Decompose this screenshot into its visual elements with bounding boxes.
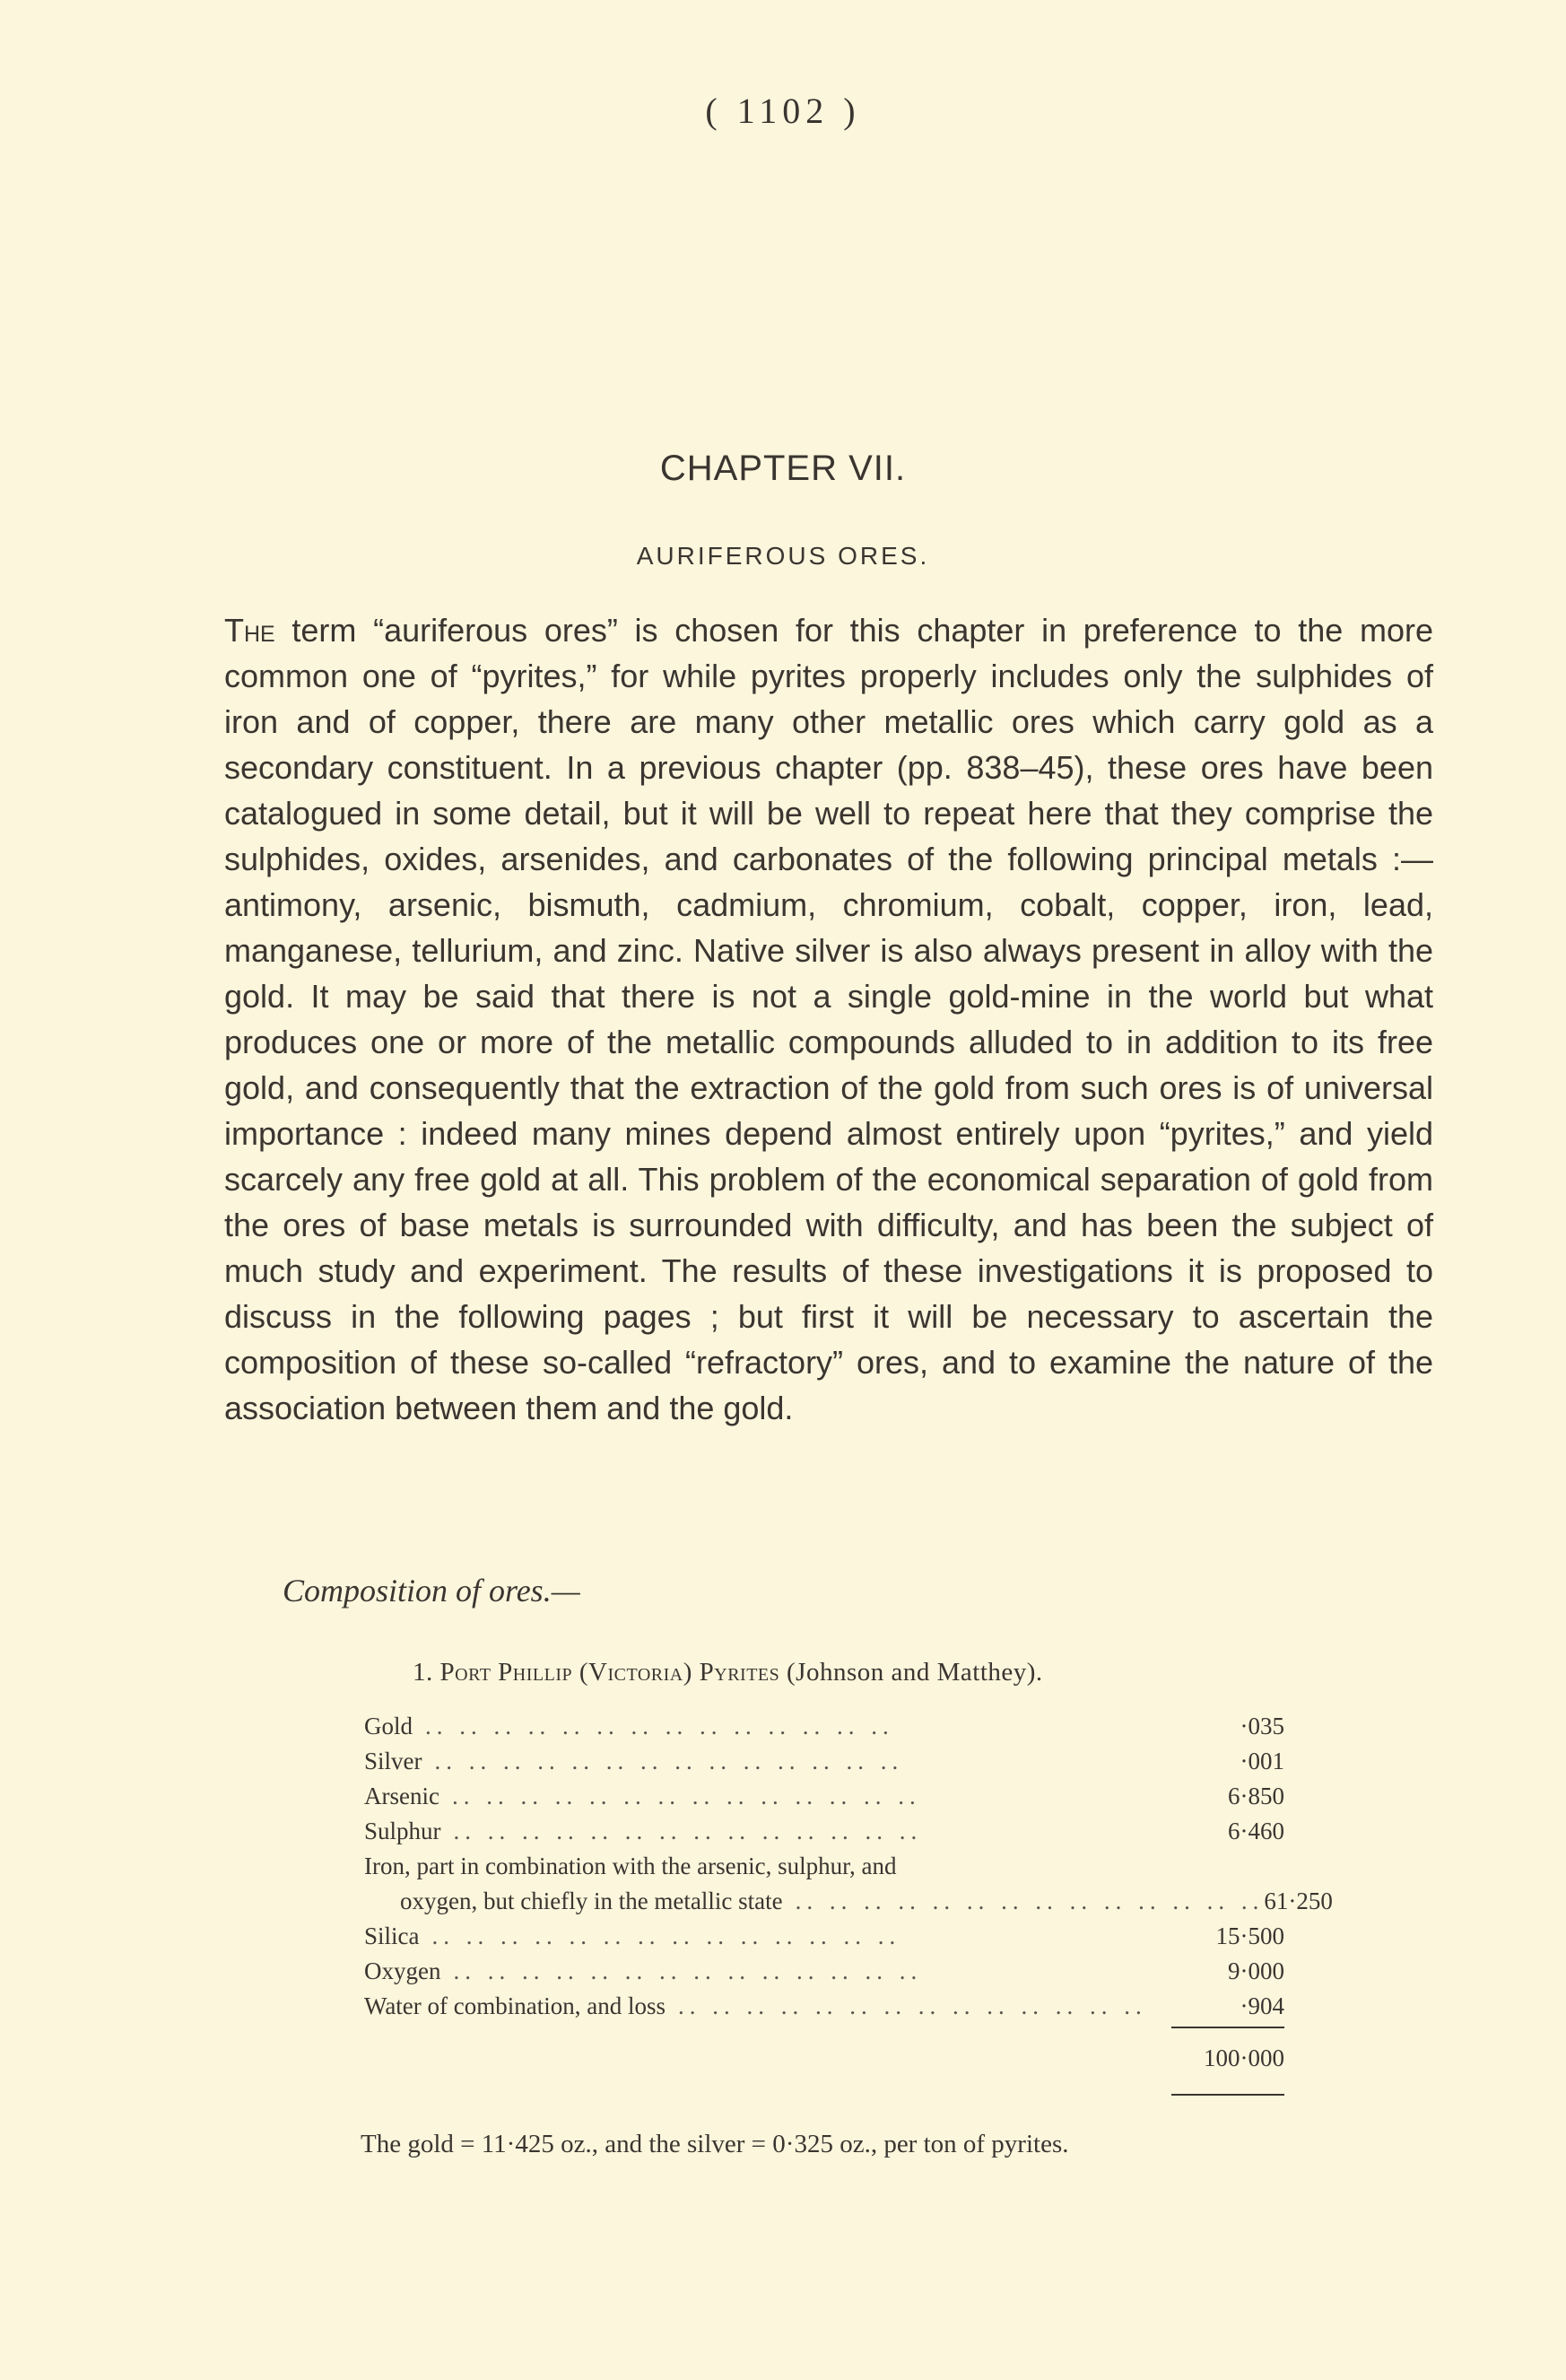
subheading: Composition of ores.— (283, 1573, 580, 1608)
leader-dots: .. .. .. .. .. .. .. .. .. .. .. .. .. .. (431, 1922, 901, 1949)
composition-table (364, 1709, 1333, 2024)
row-value: 61·250 (1264, 1887, 1333, 1914)
leader-dots: .. .. .. .. .. .. .. .. .. .. .. .. .. .. (453, 1957, 923, 1984)
table-caption-title: Port Phillip (Victoria) Pyrites (439, 1658, 780, 1687)
total-rule-top (1171, 2027, 1284, 2028)
leader-dots: .. .. .. .. .. .. .. .. .. .. .. .. .. .. (678, 1992, 1147, 2019)
row-value: ·001 (1240, 1748, 1284, 1774)
table-row (364, 1989, 1284, 2024)
row-value: 6·850 (1228, 1783, 1284, 1809)
table-row (364, 1744, 1284, 1779)
table-row (364, 1884, 1333, 1919)
row-label: Silica (364, 1922, 420, 1949)
table-total: 100·000 (1204, 2044, 1284, 2071)
chapter-title: CHAPTER VII. (659, 449, 907, 488)
leader-dots: .. .. .. .. .. .. .. .. .. .. .. .. .. .. (451, 1783, 921, 1809)
row-label: Gold (364, 1713, 413, 1739)
row-label: oxygen, but chiefly in the metallic state (400, 1887, 783, 1914)
row-value: 6·460 (1228, 1818, 1284, 1844)
table-row (364, 1849, 1284, 1884)
paragraph-text: term “auriferous ores” is chosen for this chapter in preference to the more common one of “pyrites,” for while pyrites properly includes only the sulphides of iron and of copper, there are many other metallic ores which carry gold as a secondary constituent. In a previous chapter (pp. 838–45), these ores have been catalogued in some detail, but it will be well to repeat here that they comprise the sulphides, oxides, arsenides, and carbonates of the following principal metals :—antimony, arsenic, bismuth, cadmium, chromium, cobalt, copper, iron, lead, manganese, tellurium, and zinc. Native silver is also always present in alloy with the gold. It may be said that there is not a single gold-mine in the world but what produces one or more of the metallic compounds alluded to in addition to its free gold, and consequently that the extraction of the gold from such ores is of universal importance : indeed many mines depend almost entirely upon “pyrites,” and yield scarcely any free gold at all. This problem of the economical separation of gold from the ores of base metals is surrounded with difficulty, and has been the subject of much study and experiment. The results of these investigations it is proposed to discuss in the following pages ; but first it will be necessary to ascertain the composition of these so-called “refractory” ores, and to examine the nature of the association between them and the gold. (224, 612, 1433, 1426)
row-label: Oxygen (364, 1957, 441, 1984)
row-label: Arsenic (364, 1783, 439, 1809)
row-label: Sulphur (364, 1818, 441, 1844)
row-value: 15·500 (1215, 1922, 1284, 1949)
table-row (364, 1954, 1284, 1989)
table-row (364, 1919, 1284, 1954)
table-footnote: The gold = 11·425 oz., and the silver = 0·325 oz., per ton of pyrites. (361, 2130, 1069, 2158)
row-label: Iron, part in combination with the arsenic, sulphur, and (364, 1853, 897, 1879)
leader-dots: .. .. .. .. .. .. .. .. .. .. .. .. .. .. (425, 1713, 894, 1739)
row-value: ·035 (1240, 1713, 1284, 1739)
page-number: ( 1102 ) (705, 91, 861, 131)
table-row (364, 1709, 1284, 1744)
total-rule-bottom (1171, 2094, 1284, 2096)
leader-dots: .. .. .. .. .. .. .. .. .. .. .. .. .. .. (453, 1818, 923, 1844)
leader-dots: .. .. .. .. .. .. .. .. .. .. .. .. .. .. (434, 1748, 904, 1774)
table-caption (413, 1658, 1256, 1687)
row-label: Silver (364, 1748, 422, 1774)
body-paragraph (224, 607, 1433, 1431)
table-row (364, 1814, 1284, 1849)
table-row (364, 1779, 1284, 1814)
leader-dots: .. .. .. .. .. .. .. .. .. .. .. .. .. .. (795, 1887, 1265, 1914)
row-value: 9·000 (1228, 1957, 1284, 1984)
row-value: ·904 (1240, 1992, 1284, 2019)
row-label: Water of combination, and loss (364, 1992, 666, 2019)
lead-word: The (224, 612, 275, 649)
table-number: 1. (413, 1658, 433, 1687)
table-caption-source: (Johnson and Matthey). (787, 1658, 1043, 1687)
section-title: AURIFEROUS ORES. (636, 542, 930, 570)
